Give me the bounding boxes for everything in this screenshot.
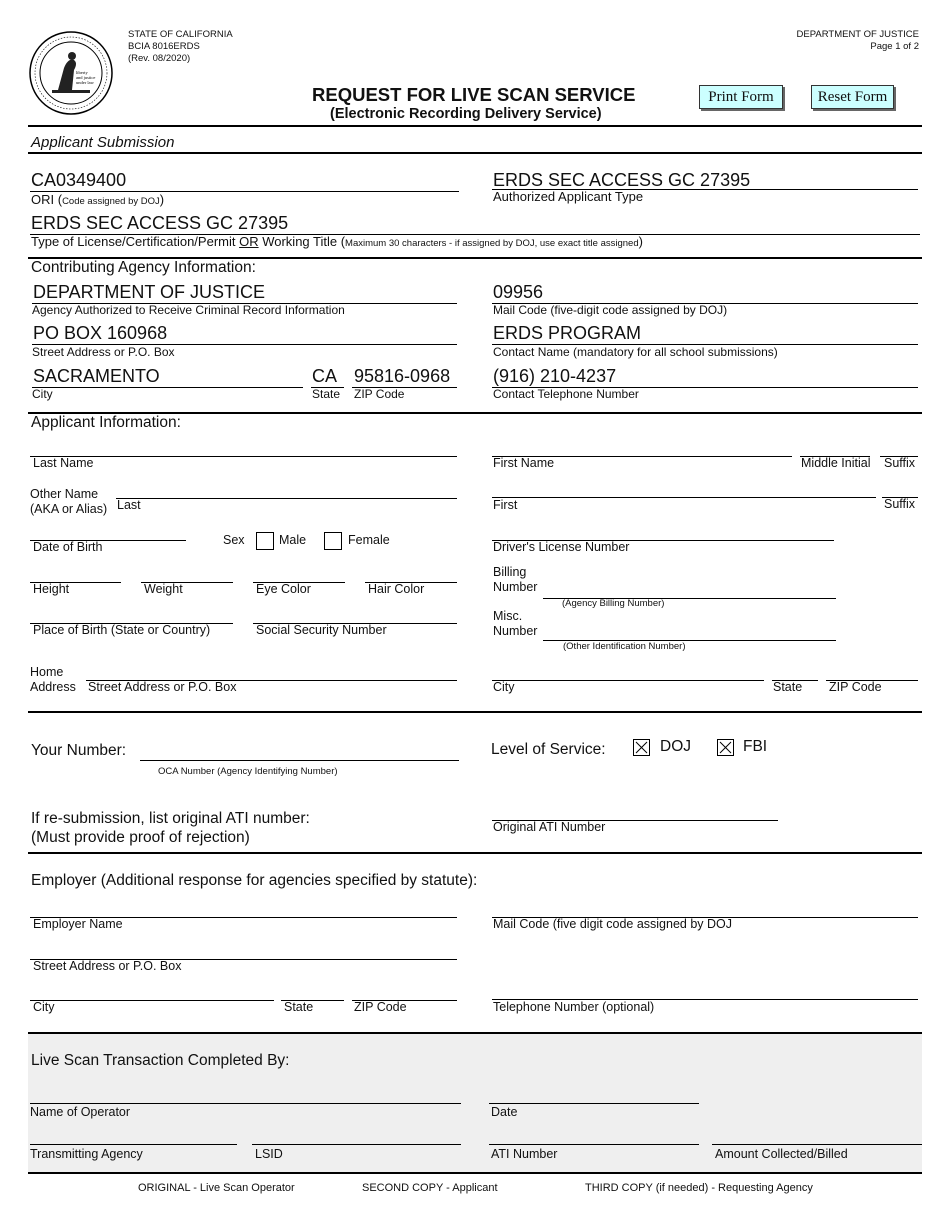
reset-form-button[interactable]: Reset Form bbox=[811, 85, 894, 109]
drivers-license-label: Driver's License Number bbox=[493, 540, 630, 554]
billing-hint: (Agency Billing Number) bbox=[562, 598, 665, 609]
home-city-label: City bbox=[493, 680, 515, 694]
aka-suffix-label: Suffix bbox=[884, 497, 916, 511]
contact-phone-label: Contact Telephone Number bbox=[493, 387, 639, 401]
amount-label: Amount Collected/Billed bbox=[715, 1147, 848, 1161]
fbi-checkbox[interactable] bbox=[717, 739, 734, 756]
last-name-field[interactable] bbox=[30, 456, 457, 457]
aka-first-label: First bbox=[493, 498, 518, 512]
home-label: Home bbox=[30, 665, 64, 679]
misc-label: Misc. bbox=[493, 609, 523, 623]
address-label: Address bbox=[30, 680, 76, 694]
billing-number-label: Number bbox=[493, 580, 538, 594]
employer-city-label: City bbox=[33, 1000, 55, 1014]
doj-checkbox[interactable] bbox=[633, 739, 650, 756]
mail-code-field[interactable]: 09956 bbox=[493, 282, 544, 302]
ori-field[interactable]: CA0349400 bbox=[31, 170, 127, 190]
seal-icon bbox=[28, 30, 114, 116]
middle-initial-label: Middle Initial bbox=[801, 456, 871, 470]
male-label: Male bbox=[279, 533, 307, 547]
lsid-field[interactable] bbox=[252, 1144, 461, 1145]
form-title: REQUEST FOR LIVE SCAN SERVICE bbox=[312, 84, 636, 105]
operator-name-label: Name of Operator bbox=[30, 1105, 131, 1119]
city-label: City bbox=[32, 387, 53, 401]
suffix-label: Suffix bbox=[884, 456, 916, 470]
street-field[interactable]: PO BOX 160968 bbox=[33, 323, 168, 343]
amount-field[interactable] bbox=[712, 1144, 922, 1145]
employer-street-label: Street Address or P.O. Box bbox=[33, 959, 182, 973]
female-label: Female bbox=[348, 533, 390, 547]
hair-color-label: Hair Color bbox=[368, 582, 425, 596]
first-name-label: First Name bbox=[493, 456, 555, 470]
state-field[interactable]: CA bbox=[312, 366, 338, 386]
ori-label: ORI (Code assigned by DOJ) bbox=[31, 192, 165, 207]
male-checkbox[interactable] bbox=[256, 532, 274, 550]
your-number-label: Your Number: bbox=[31, 742, 127, 759]
weight-label: Weight bbox=[144, 582, 183, 596]
footer-original: ORIGINAL - Live Scan Operator bbox=[138, 1182, 295, 1194]
home-zip-label: ZIP Code bbox=[829, 680, 882, 694]
divider bbox=[28, 125, 922, 127]
aka-last-field[interactable] bbox=[116, 498, 457, 499]
aka-first-field[interactable] bbox=[492, 497, 876, 498]
fbi-label: FBI bbox=[743, 738, 768, 755]
applicant-info-heading: Applicant Information: bbox=[31, 414, 181, 431]
employer-city-field[interactable] bbox=[30, 1000, 274, 1001]
place-of-birth-label: Place of Birth (State or Country) bbox=[33, 623, 211, 637]
home-street-label: Street Address or P.O. Box bbox=[88, 680, 237, 694]
street-label: Street Address or P.O. Box bbox=[32, 345, 175, 359]
applicant-type-label: Authorized Applicant Type bbox=[493, 189, 644, 204]
doj-label: DOJ bbox=[660, 738, 691, 755]
billing-label: Billing bbox=[493, 565, 527, 579]
oca-number-field[interactable] bbox=[140, 760, 459, 761]
date-label: Date bbox=[491, 1105, 518, 1119]
form-subtitle: (Electronic Recording Delivery Service) bbox=[330, 106, 602, 122]
zip-field[interactable]: 95816-0968 bbox=[354, 366, 451, 386]
license-type-label: Type of License/Certification/Permit OR Working Title (Maximum 30 characters - if assigned by DOJ, use exact title assigned) bbox=[31, 234, 643, 249]
agency-label: Agency Authorized to Receive Criminal Record Information bbox=[32, 303, 345, 317]
header-revision: (Rev. 08/2020) bbox=[128, 53, 191, 64]
misc-number-label: Number bbox=[493, 624, 538, 638]
license-type-field[interactable]: ERDS SEC ACCESS GC 27395 bbox=[31, 213, 289, 233]
resubmission-label: If re-submission, list original ATI number: bbox=[31, 810, 310, 827]
divider bbox=[28, 711, 922, 713]
level-of-service-label: Level of Service: bbox=[491, 741, 606, 758]
employer-phone-label: Telephone Number (optional) bbox=[493, 1000, 655, 1014]
female-checkbox[interactable] bbox=[324, 532, 342, 550]
footer-third-copy: THIRD COPY (if needed) - Requesting Agency bbox=[585, 1182, 813, 1194]
sex-label: Sex bbox=[223, 533, 245, 547]
header-form-id: BCIA 8016ERDS bbox=[128, 41, 200, 52]
state-label: State bbox=[312, 387, 341, 401]
lsid-label: LSID bbox=[255, 1147, 283, 1161]
ati-number-label: ATI Number bbox=[491, 1147, 558, 1161]
employer-heading: Employer (Additional response for agencies specified by statute): bbox=[31, 872, 478, 889]
live-scan-heading: Live Scan Transaction Completed By: bbox=[31, 1052, 290, 1069]
contact-phone-field[interactable]: (916) 210-4237 bbox=[493, 366, 617, 386]
aka-last-label: Last bbox=[117, 498, 141, 512]
header-department: DEPARTMENT OF JUSTICE bbox=[796, 29, 919, 40]
other-name-label: Other Name bbox=[30, 487, 99, 501]
zip-label: ZIP Code bbox=[354, 387, 405, 401]
employer-zip-label: ZIP Code bbox=[354, 1000, 407, 1014]
city-field[interactable]: SACRAMENTO bbox=[33, 366, 160, 386]
home-state-label: State bbox=[773, 680, 803, 694]
eye-color-label: Eye Color bbox=[256, 582, 311, 596]
check-x-icon bbox=[634, 740, 649, 755]
svg-text:under law: under law bbox=[76, 80, 94, 85]
contact-name-label: Contact Name (mandatory for all school submissions) bbox=[493, 345, 778, 359]
employer-state-label: State bbox=[284, 1000, 314, 1014]
divider bbox=[28, 1172, 922, 1174]
footer-second-copy: SECOND COPY - Applicant bbox=[362, 1182, 498, 1194]
oca-number-hint: OCA Number (Agency Identifying Number) bbox=[158, 766, 338, 777]
employer-mail-code-label: Mail Code (five digit code assigned by DOJ bbox=[493, 917, 733, 931]
transmitting-agency-label: Transmitting Agency bbox=[30, 1147, 143, 1161]
misc-hint: (Other Identification Number) bbox=[563, 641, 686, 652]
check-x-icon bbox=[718, 740, 733, 755]
mail-code-label: Mail Code (five-digit code assigned by DOJ) bbox=[493, 303, 728, 317]
divider bbox=[28, 152, 922, 154]
employer-name-label: Employer Name bbox=[33, 917, 123, 931]
resubmission-note: (Must provide proof of rejection) bbox=[31, 829, 250, 846]
dob-label: Date of Birth bbox=[33, 540, 103, 554]
state-seal bbox=[28, 30, 114, 116]
last-name-label: Last Name bbox=[33, 456, 94, 470]
transmitting-agency-field[interactable] bbox=[30, 1144, 237, 1145]
ati-number-field[interactable] bbox=[489, 1144, 699, 1145]
date-field[interactable] bbox=[489, 1103, 699, 1104]
divider bbox=[28, 852, 922, 854]
ssn-label: Social Security Number bbox=[256, 623, 387, 637]
svg-text:liberty: liberty bbox=[76, 70, 88, 75]
print-form-button[interactable]: Print Form bbox=[699, 85, 783, 109]
svg-text:and justice: and justice bbox=[76, 75, 96, 80]
header-page: Page 1 of 2 bbox=[870, 41, 919, 52]
field-line bbox=[32, 387, 303, 388]
applicant-type-field[interactable]: ERDS SEC ACCESS GC 27395 bbox=[493, 170, 751, 190]
agency-field[interactable]: DEPARTMENT OF JUSTICE bbox=[33, 282, 266, 302]
aka-label: (AKA or Alias) bbox=[30, 502, 108, 516]
home-city-field[interactable] bbox=[492, 680, 764, 681]
header-state: STATE OF CALIFORNIA bbox=[128, 29, 233, 40]
divider bbox=[28, 1032, 922, 1034]
height-label: Height bbox=[33, 582, 70, 596]
original-ati-label: Original ATI Number bbox=[493, 820, 606, 834]
contributing-agency-heading: Contributing Agency Information: bbox=[31, 259, 256, 276]
applicant-submission-heading: Applicant Submission bbox=[31, 134, 175, 151]
contact-name-field[interactable]: ERDS PROGRAM bbox=[493, 323, 642, 343]
operator-name-field[interactable] bbox=[30, 1103, 461, 1104]
